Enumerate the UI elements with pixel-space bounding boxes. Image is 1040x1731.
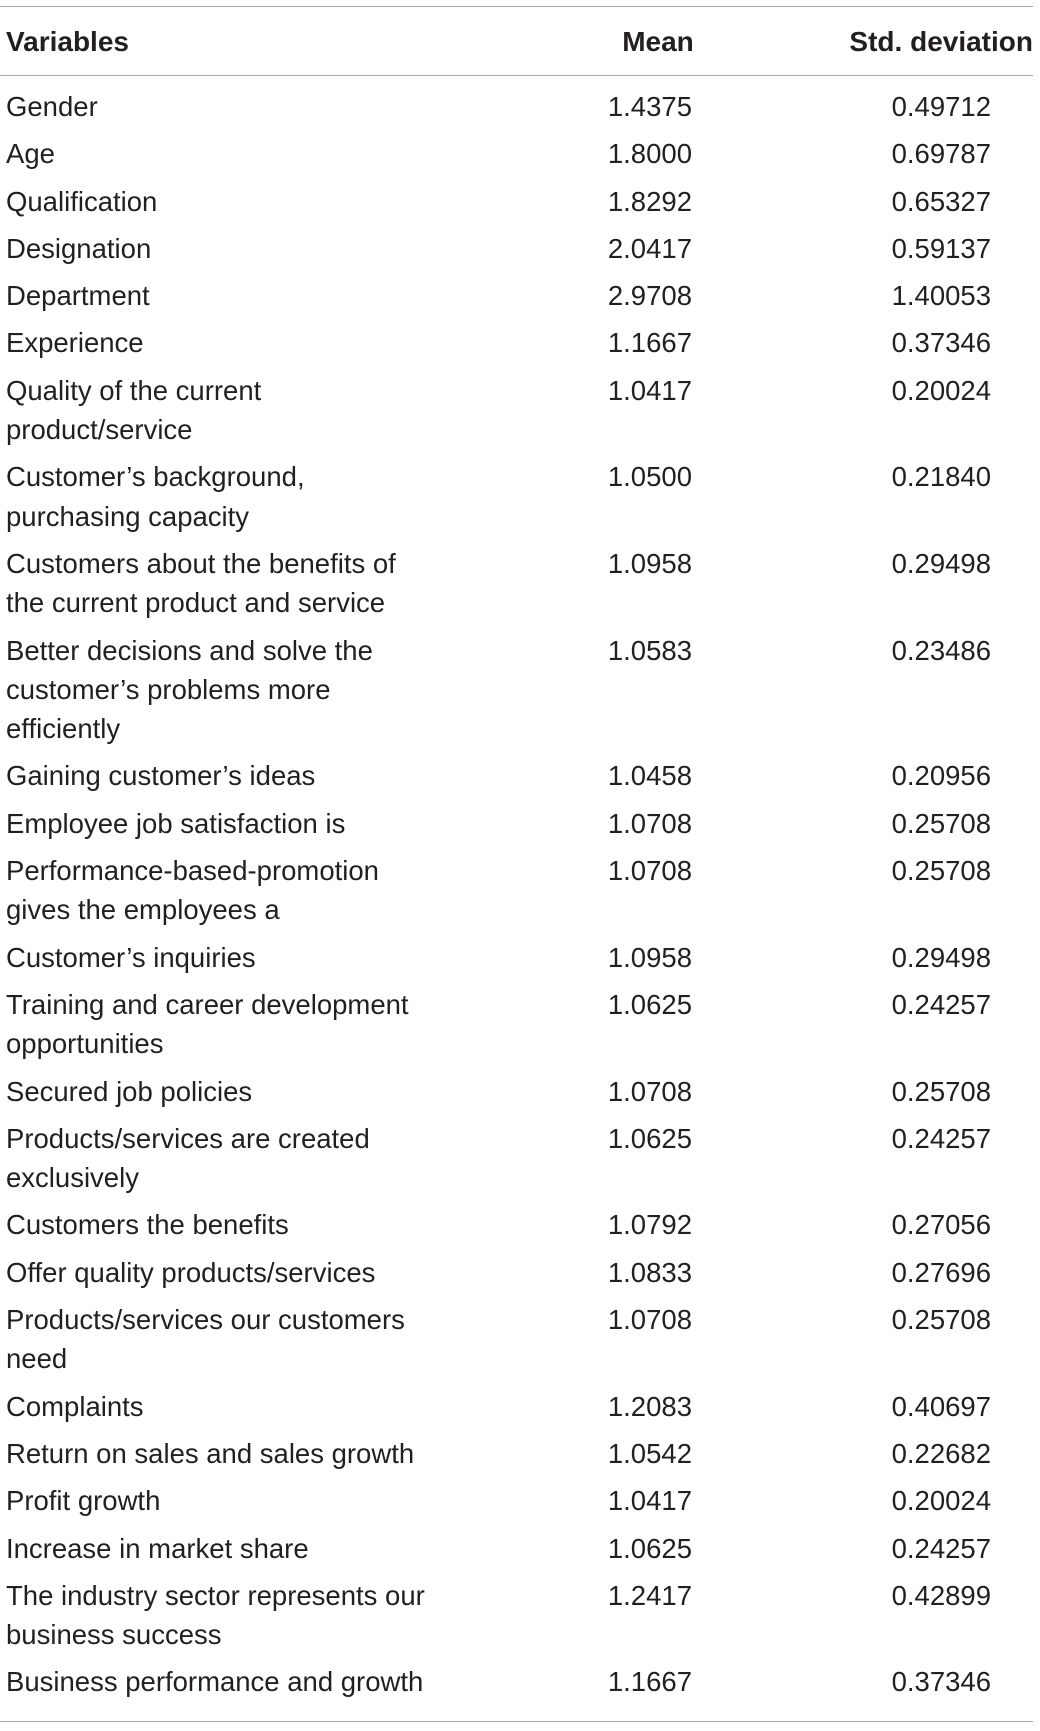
- table-row: [0, 1529, 1040, 1576]
- table-row: [0, 1300, 1040, 1387]
- cell-variable: Training and career development opportunities: [6, 988, 409, 1060]
- cell-variable: Employee job satisfaction is: [6, 807, 346, 839]
- cell-variable: Gaining customer’s ideas: [6, 760, 316, 792]
- cell-variable: Profit growth: [6, 1485, 161, 1517]
- cell-std-deviation: 0.49712: [891, 91, 991, 122]
- cell-variable: Products/services are created exclusively: [6, 1122, 370, 1194]
- cell-mean: 1.0708: [607, 855, 692, 887]
- cell-variable: Complaints: [6, 1390, 144, 1422]
- cell-std-deviation: 0.20956: [891, 760, 991, 792]
- cell-mean: 1.0542: [607, 1437, 692, 1469]
- cell-variable: Return on sales and sales growth: [6, 1437, 415, 1469]
- cell-variable: Customer’s background, purchasing capacity: [6, 461, 305, 532]
- cell-mean: 1.0708: [607, 807, 692, 839]
- cell-std-deviation: 0.25708: [891, 1304, 991, 1336]
- table-row: [0, 1253, 1040, 1300]
- cell-std-deviation: 0.25708: [891, 807, 991, 839]
- cell-variable: Customer’s inquiries: [6, 941, 256, 973]
- cell-std-deviation: 0.65327: [891, 185, 991, 217]
- cell-mean: 1.2417: [607, 1579, 692, 1611]
- cell-mean: 1.0583: [607, 634, 692, 666]
- cell-std-deviation: 0.21840: [891, 461, 991, 493]
- cell-variable: Gender: [6, 91, 98, 122]
- cell-std-deviation: 0.24257: [891, 1532, 991, 1564]
- table-header-row: [0, 14, 1040, 70]
- header-mean: Mean: [622, 26, 694, 57]
- cell-std-deviation: 0.20024: [891, 374, 991, 406]
- cell-mean: 1.4375: [607, 91, 692, 122]
- cell-std-deviation: 0.27056: [891, 1209, 991, 1241]
- table-row: [0, 631, 1040, 757]
- table-row: [0, 457, 1040, 544]
- table-row: [0, 756, 1040, 803]
- cell-std-deviation: 1.40053: [891, 280, 991, 312]
- cell-variable: Performance-based-promotion gives the employees a: [6, 855, 379, 926]
- cell-variable: Better decisions and solve the customer’s problems more efficiently: [6, 634, 373, 745]
- cell-mean: 1.0958: [607, 547, 692, 579]
- cell-std-deviation: 0.37346: [891, 327, 991, 359]
- cell-variable: Increase in market share: [6, 1532, 309, 1564]
- cell-mean: 1.0958: [607, 941, 692, 973]
- cell-std-deviation: 0.25708: [891, 1075, 991, 1107]
- cell-mean: 1.0417: [607, 1485, 692, 1517]
- table-row: [0, 1434, 1040, 1481]
- table-row: [0, 544, 1040, 631]
- table-top-rule: [0, 6, 1033, 7]
- cell-mean: 1.8292: [607, 185, 692, 217]
- table-row: [0, 1387, 1040, 1434]
- cell-variable: Business performance and growth: [6, 1666, 424, 1698]
- table-row: [0, 276, 1040, 323]
- cell-std-deviation: 0.22682: [891, 1437, 991, 1469]
- table-row: [0, 134, 1040, 181]
- table-row: [0, 87, 1040, 134]
- table-header-rule: [0, 75, 1033, 76]
- cell-mean: 1.0625: [607, 1532, 692, 1564]
- cell-std-deviation: 0.20024: [891, 1485, 991, 1517]
- cell-mean: 1.0417: [607, 374, 692, 406]
- cell-std-deviation: 0.37346: [891, 1666, 991, 1698]
- table-row: [0, 1662, 1040, 1709]
- cell-mean: 1.2083: [607, 1390, 692, 1422]
- table-row: [0, 229, 1040, 276]
- cell-std-deviation: 0.23486: [891, 634, 991, 666]
- cell-variable: Customers about the benefits of the current product and service: [6, 547, 396, 619]
- cell-mean: 1.8000: [607, 138, 692, 170]
- header-variables: Variables: [6, 26, 129, 57]
- cell-std-deviation: 0.29498: [891, 547, 991, 579]
- cell-mean: 2.0417: [607, 232, 692, 264]
- cell-mean: 1.0708: [607, 1075, 692, 1107]
- cell-mean: 1.0458: [607, 760, 692, 792]
- cell-std-deviation: 0.29498: [891, 941, 991, 973]
- table-row: [0, 1205, 1040, 1252]
- table-bottom-rule: [0, 1721, 1033, 1722]
- cell-variable: Department: [6, 280, 150, 312]
- cell-std-deviation: 0.59137: [891, 232, 991, 264]
- cell-std-deviation: 0.27696: [891, 1256, 991, 1288]
- cell-variable: Designation: [6, 232, 152, 264]
- cell-variable: Experience: [6, 327, 144, 359]
- table-row: [0, 1481, 1040, 1528]
- cell-mean: 1.0833: [607, 1256, 692, 1288]
- cell-mean: 1.0792: [607, 1209, 692, 1241]
- cell-std-deviation: 0.69787: [891, 138, 991, 170]
- cell-std-deviation: 0.25708: [891, 855, 991, 887]
- header-std-deviation: Std. deviation: [849, 26, 1033, 57]
- table-row: [0, 182, 1040, 229]
- table-row: [0, 804, 1040, 851]
- cell-variable: Offer quality products/services: [6, 1256, 376, 1288]
- table-row: [0, 938, 1040, 985]
- cell-variable: Customers the benefits: [6, 1209, 289, 1241]
- cell-mean: 1.1667: [607, 1666, 692, 1698]
- table-row: [0, 851, 1040, 938]
- cell-variable: Qualification: [6, 185, 158, 217]
- cell-mean: 1.0500: [607, 461, 692, 493]
- table-row: [0, 1576, 1040, 1663]
- cell-variable: Age: [6, 138, 55, 170]
- cell-mean: 1.0625: [607, 1122, 692, 1154]
- cell-variable: Quality of the current product/service: [6, 374, 262, 446]
- cell-std-deviation: 0.24257: [891, 988, 991, 1020]
- cell-mean: 2.9708: [607, 280, 692, 312]
- cell-mean: 1.0708: [607, 1304, 692, 1336]
- table-row: [0, 323, 1040, 370]
- table-row: [0, 371, 1040, 458]
- table-body: [0, 87, 1040, 1710]
- cell-mean: 1.0625: [607, 988, 692, 1020]
- table-row: [0, 985, 1040, 1072]
- cell-std-deviation: 0.24257: [891, 1122, 991, 1154]
- cell-std-deviation: 0.40697: [891, 1390, 991, 1422]
- cell-variable: Products/services our customers need: [6, 1304, 405, 1375]
- cell-variable: The industry sector represents our business success: [6, 1579, 425, 1651]
- cell-mean: 1.1667: [607, 327, 692, 359]
- cell-std-deviation: 0.42899: [891, 1579, 991, 1611]
- table-row: [0, 1119, 1040, 1206]
- table-row: [0, 1072, 1040, 1119]
- cell-variable: Secured job policies: [6, 1075, 253, 1107]
